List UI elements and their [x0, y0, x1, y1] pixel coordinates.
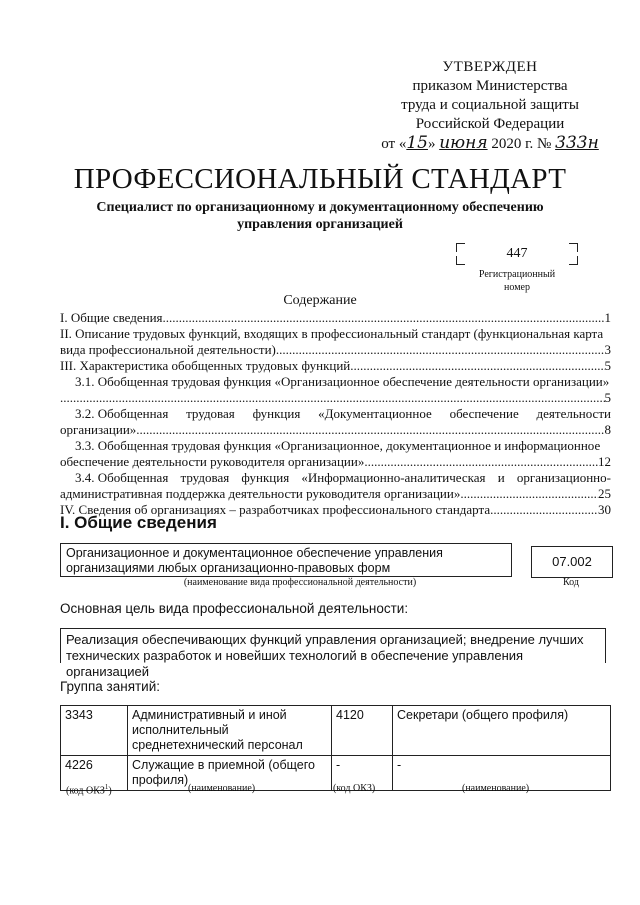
- toc-page: 3: [604, 342, 611, 357]
- occupation-name-cell: -: [393, 756, 611, 791]
- purpose-label: Основная цель вида профессиональной деятельности:: [60, 601, 409, 616]
- standard-title: ПРОФЕССИОНАЛЬНЫЙ СТАНДАРТ: [73, 163, 567, 195]
- handwritten-order-number: 333н: [555, 133, 599, 153]
- standard-subtitle: [70, 199, 570, 233]
- toc-item-3-2[interactable]: 3.2. Обобщенная трудовая функция «Документационное обеспечение деятельности: [75, 406, 611, 421]
- registration-number: 447: [506, 246, 528, 261]
- toc-item-3-2-cont[interactable]: организации» ..... 8: [60, 422, 611, 438]
- toc-page: 25: [598, 486, 611, 501]
- toc-page: 30: [598, 502, 611, 517]
- approval-line-1: приказом Министерства: [412, 78, 568, 94]
- activity-line-1: Организационное и документационное обеспечение управления: [66, 546, 443, 560]
- activity-line-2: организациями любых организационно-правовых форм: [66, 561, 391, 575]
- approval-block: [360, 58, 620, 154]
- subtitle-line-2: управления организацией: [237, 217, 403, 232]
- approval-line-3: Российской Федерации: [415, 116, 565, 132]
- approval-heading: УТВЕРЖДЕН: [442, 59, 538, 75]
- approval-line-2: труда и социальной защиты: [401, 97, 579, 113]
- subtitle-line-1: Специалист по организационному и документационному обеспечению: [96, 200, 544, 215]
- purpose-line-2: технических разработок и новейших технологий в обеспечение управления организацией: [66, 648, 524, 679]
- okz-code-cell: -: [332, 756, 393, 791]
- registration-number-box: [456, 243, 578, 265]
- toc-page: 8: [604, 422, 611, 437]
- activity-caption: (наименование вида профессиональной деятельности): [183, 577, 417, 588]
- toc-page: 12: [598, 454, 611, 469]
- toc-page: 5: [604, 390, 611, 405]
- code-caption: Код: [563, 577, 579, 588]
- okz-code-cell: 4226: [61, 756, 128, 791]
- contents-heading: Содержание: [283, 293, 357, 308]
- date-prefix: от «: [381, 136, 407, 152]
- toc-item-1[interactable]: I. Общие сведения ..... 1: [60, 310, 611, 326]
- purpose-line-1: Реализация обеспечивающих функций управления организацией; внедрение лучших: [66, 632, 584, 647]
- table-of-contents: [60, 310, 611, 518]
- toc-item-3-3-cont[interactable]: обеспечение деятельности руководителя организации» ..... 12: [60, 454, 611, 470]
- purpose-box: [60, 628, 606, 679]
- occupation-table: [60, 705, 611, 791]
- toc-page: 5: [604, 358, 611, 373]
- toc-item-2[interactable]: II. Описание трудовых функций, входящих в профессиональный стандарт (функциональная карта: [60, 326, 604, 341]
- toc-item-3-4[interactable]: 3.4. Обобщенная трудовая функция «Информационно-аналитическая и организационно-: [75, 470, 611, 485]
- date-mid: »: [427, 136, 436, 152]
- handwritten-month: июня: [439, 133, 488, 153]
- caption-okz-code-2: (код ОКЗ): [333, 783, 376, 794]
- okz-code-cell: 3343: [61, 706, 128, 756]
- toc-page: 1: [604, 310, 611, 325]
- occupation-group-label: Группа занятий:: [60, 679, 161, 694]
- toc-item-3[interactable]: III. Характеристика обобщенных трудовых функций ..... 5: [60, 358, 611, 374]
- registration-label: Регистрационный номер: [478, 269, 556, 293]
- okz-code-cell: 4120: [332, 706, 393, 756]
- table-row: [61, 706, 611, 756]
- toc-item-4[interactable]: IV. Сведения об организациях – разработчиках профессионального стандарта ..... 30: [60, 502, 611, 518]
- section-title: I. Общие сведения: [60, 513, 217, 532]
- occupation-name-cell: Секретари (общего профиля): [393, 706, 611, 756]
- caption-name-2: (наименование): [462, 783, 530, 794]
- caption-okz-code-1: (код ОКЗ$^1$): [66, 783, 112, 797]
- approval-date-line: [360, 134, 620, 154]
- toc-item-3-3[interactable]: 3.3. Обобщенная трудовая функция «Организационное, документационное и информационное: [75, 438, 601, 453]
- occupation-name-cell: Административный и иной исполнительный среднетехнический персонал: [128, 706, 332, 756]
- handwritten-day: 15: [406, 133, 428, 153]
- year-text: 2020 г. №: [491, 136, 552, 152]
- caption-name-1: (наименование): [188, 783, 256, 794]
- toc-item-3-4-cont[interactable]: административная поддержка деятельности руководителя организации» ..... 25: [60, 486, 611, 502]
- toc-item-3-1-cont[interactable]: [60, 390, 611, 406]
- activity-code-box: 07.002: [531, 546, 613, 578]
- toc-item-3-1[interactable]: 3.1. Обобщенная трудовая функция «Организационное обеспечение деятельности организации»: [75, 374, 610, 389]
- occupation-name-cell: Служащие в приемной (общего профиля): [128, 756, 332, 791]
- activity-name-box: [60, 543, 512, 577]
- toc-item-2-cont[interactable]: вида профессиональной деятельности) ..... 3: [60, 342, 611, 358]
